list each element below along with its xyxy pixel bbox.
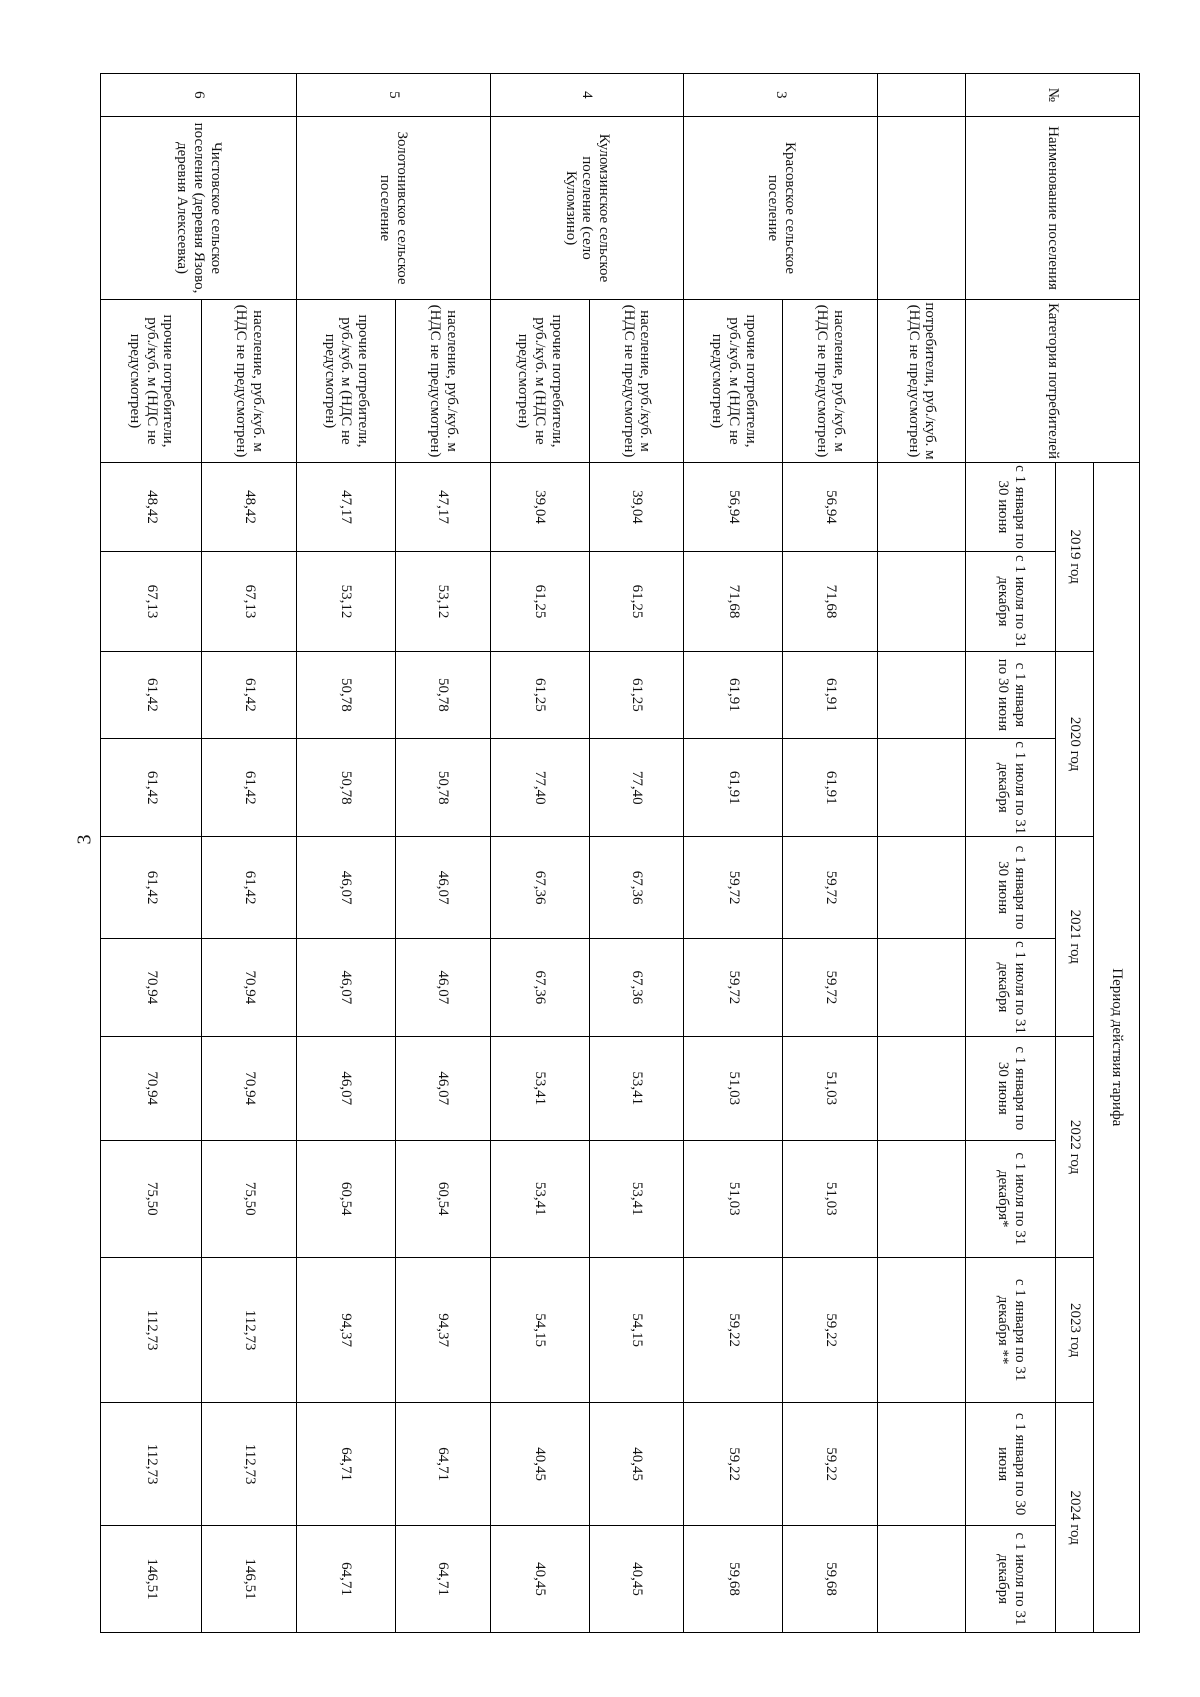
tariff-value-cell: 61,25 (490, 651, 589, 739)
tariff-value-cell: 61,42 (202, 651, 297, 739)
subperiod-header: с 1 января по 30 июня (966, 837, 1056, 938)
category-cell: прочие потребители, руб./куб. м (НДС не предусмотрен) (684, 300, 783, 462)
tariff-value-cell: 67,13 (101, 552, 202, 651)
table-row (589, 74, 684, 1633)
tariff-value-cell: 64,71 (396, 1403, 491, 1526)
tariff-value-cell: 47,17 (396, 462, 491, 552)
tariff-value-cell: 146,51 (101, 1526, 202, 1633)
tariff-value-cell: 46,07 (396, 938, 491, 1036)
page-number: 3 (73, 834, 96, 845)
category-cell: прочие потребители, руб./куб. м (НДС не предусмотрен) (296, 300, 395, 462)
tariff-value-cell: 40,45 (589, 1526, 684, 1633)
tariff-value-cell: 39,04 (589, 462, 684, 552)
tariff-value-cell: 67,36 (589, 837, 684, 938)
rotated-table-container (100, 73, 1140, 1633)
tariff-value-cell: 67,36 (490, 837, 589, 938)
tariff-value-cell: 59,72 (684, 938, 783, 1036)
tariff-value-cell: 61,91 (783, 739, 878, 837)
category-cell: население, руб./куб. м (НДС не предусмотрен) (589, 300, 684, 462)
tariff-value-cell: 61,42 (202, 739, 297, 837)
tariff-value-cell: 46,07 (396, 837, 491, 938)
tariff-value-cell: 51,03 (684, 1140, 783, 1257)
table-row (396, 74, 491, 1633)
tariff-value-cell: 59,68 (684, 1526, 783, 1633)
settlement-cell: Золотонивское сельское поселение (296, 116, 490, 300)
subperiod-header: с 1 июля по 31 декабря (966, 739, 1056, 837)
tariff-value-cell: 46,07 (296, 837, 395, 938)
tariff-value-cell: 75,50 (101, 1140, 202, 1257)
tariff-value-cell: 64,71 (296, 1403, 395, 1526)
tariff-value-cell: 64,71 (296, 1526, 395, 1633)
tariff-value-cell: 112,73 (101, 1403, 202, 1526)
subperiod-header: с 1 января по 30 июня (966, 1037, 1056, 1141)
tariff-value-cell: 77,40 (589, 739, 684, 837)
table-row (296, 74, 395, 1633)
subperiod-header: с 1 июля по 31 декабря (966, 552, 1056, 651)
tariff-value-cell: 67,36 (490, 938, 589, 1036)
tariff-value-cell: 59,72 (783, 837, 878, 938)
tariff-value-cell: 51,03 (783, 1037, 878, 1141)
tariff-value-cell: 51,03 (783, 1140, 878, 1257)
tariff-value-cell: 50,78 (296, 651, 395, 739)
row-no-cell: 6 (101, 74, 297, 117)
tariff-value-cell: 71,68 (783, 552, 878, 651)
header-year-2019: 2019 год (1056, 462, 1093, 651)
header-settlement: Наименование поселения (966, 116, 1140, 300)
subperiod-header: с 1 января по 31 декабря ** (966, 1258, 1056, 1403)
tariff-value-cell: 59,22 (684, 1403, 783, 1526)
subperiod-header: с 1 июля по 31 декабря (966, 938, 1056, 1036)
tariff-value-cell: 53,41 (589, 1140, 684, 1257)
subperiod-header: с 1 июля по 31 декабря (966, 1526, 1056, 1633)
header-year-2020: 2020 год (1056, 651, 1093, 837)
tariff-value-cell: 67,36 (589, 938, 684, 1036)
tariff-value-cell: 61,25 (490, 552, 589, 651)
category-cell: потребители, руб./куб. м (НДС не предусмотрен) (878, 300, 966, 462)
subperiod-header: с 1 января по 30 июня (966, 462, 1056, 552)
tariff-value-cell: 61,25 (589, 552, 684, 651)
header-year-2024: 2024 год (1056, 1403, 1093, 1633)
tariff-value-cell: 60,54 (296, 1140, 395, 1257)
tariff-value-cell: 59,22 (783, 1403, 878, 1526)
tariff-value-cell: 59,72 (684, 837, 783, 938)
tariff-value-cell: 56,94 (783, 462, 878, 552)
tariff-value-cell: 146,51 (202, 1526, 297, 1633)
subperiod-header: с 1 января по 30 июня (966, 651, 1056, 739)
tariff-value-cell: 61,91 (684, 651, 783, 739)
table-row (490, 74, 589, 1633)
tariff-value-cell: 40,45 (490, 1403, 589, 1526)
settlement-cell: Красовское сельское поселение (684, 116, 878, 300)
tariff-value-cell: 54,15 (490, 1258, 589, 1403)
tariff-value-cell: 50,78 (396, 651, 491, 739)
tariff-value-cell: 94,37 (396, 1258, 491, 1403)
tariff-value-cell: 75,50 (202, 1140, 297, 1257)
table-row (202, 74, 297, 1633)
tariff-value-cell: 61,91 (783, 651, 878, 739)
tariff-value-cell: 112,73 (202, 1258, 297, 1403)
subperiod-header: с 1 июля по 31 декабря* (966, 1140, 1056, 1257)
tariff-value-cell: 50,78 (296, 739, 395, 837)
tariff-value-cell: 53,12 (396, 552, 491, 651)
header-year-2023: 2023 год (1056, 1258, 1093, 1403)
tariff-value-cell: 59,68 (783, 1526, 878, 1633)
tariff-value-cell: 48,42 (101, 462, 202, 552)
tariff-value-cell: 46,07 (296, 1037, 395, 1141)
tariff-value-cell: 94,37 (296, 1258, 395, 1403)
tariff-value-cell: 48,42 (202, 462, 297, 552)
tariff-value-cell: 60,54 (396, 1140, 491, 1257)
tariff-value-cell: 70,94 (101, 1037, 202, 1141)
settlement-cell: Чистовское сельское поселение (деревня Язово, деревня Алексеевка) (101, 116, 297, 300)
tariff-value-cell: 61,91 (684, 739, 783, 837)
tariff-value-cell: 61,42 (101, 837, 202, 938)
row-no-cell (878, 74, 966, 117)
tariff-value-cell: 71,68 (684, 552, 783, 651)
carryover-row (878, 74, 966, 1633)
tariff-value-cell: 61,42 (202, 837, 297, 938)
category-cell: население, руб./куб. м (НДС не предусмотрен) (202, 300, 297, 462)
table-row (783, 74, 878, 1633)
tariff-value-cell: 67,13 (202, 552, 297, 651)
tariff-value-cell: 59,22 (684, 1258, 783, 1403)
settlement-cell (878, 116, 966, 300)
tariff-value-cell: 53,41 (490, 1140, 589, 1257)
header-category: Категория потребителей (966, 300, 1140, 462)
category-cell: прочие потребители, руб./куб. м (НДС не предусмотрен) (490, 300, 589, 462)
table-row (101, 74, 202, 1633)
tariff-value-cell: 70,94 (101, 938, 202, 1036)
tariff-value-cell: 112,73 (101, 1258, 202, 1403)
tariff-value-cell: 40,45 (589, 1403, 684, 1526)
table-row (684, 74, 783, 1633)
tariff-value-cell: 47,17 (296, 462, 395, 552)
category-cell: население, руб./куб. м (НДС не предусмотрен) (396, 300, 491, 462)
tariff-value-cell: 59,22 (783, 1258, 878, 1403)
tariff-value-cell: 53,12 (296, 552, 395, 651)
tariff-value-cell: 59,72 (783, 938, 878, 1036)
table-rows (101, 74, 878, 1633)
tariff-value-cell: 54,15 (589, 1258, 684, 1403)
category-cell: прочие потребители, руб./куб. м (НДС не предусмотрен) (101, 300, 202, 462)
tariff-value-cell: 77,40 (490, 739, 589, 837)
tariff-value-cell: 46,07 (296, 938, 395, 1036)
header-year-2022: 2022 год (1056, 1037, 1093, 1258)
header-no: № (966, 74, 1140, 117)
tariff-value-cell: 112,73 (202, 1403, 297, 1526)
tariff-value-cell: 50,78 (396, 739, 491, 837)
tariff-value-cell: 40,45 (490, 1526, 589, 1633)
row-no-cell: 5 (296, 74, 490, 117)
settlement-cell: Куломзинское сельское поселение (село Куломзино) (490, 116, 684, 300)
tariff-value-cell: 46,07 (396, 1037, 491, 1141)
tariff-value-cell: 51,03 (684, 1037, 783, 1141)
header-year-2021: 2021 год (1056, 837, 1093, 1037)
row-no-cell: 3 (684, 74, 878, 117)
tariff-value-cell: 64,71 (396, 1526, 491, 1633)
header-period: Период действия тарифа (1093, 462, 1139, 1632)
tariff-value-cell: 56,94 (684, 462, 783, 552)
tariff-value-cell: 39,04 (490, 462, 589, 552)
tariff-value-cell: 53,41 (490, 1037, 589, 1141)
tariff-value-cell: 53,41 (589, 1037, 684, 1141)
subperiod-header: с 1 января по 30 июня (966, 1403, 1056, 1526)
tariff-value-cell: 70,94 (202, 938, 297, 1036)
tariff-table (100, 73, 1140, 1633)
tariff-value-cell: 61,25 (589, 651, 684, 739)
category-cell: население, руб./куб. м (НДС не предусмотрен) (783, 300, 878, 462)
tariff-value-cell: 61,42 (101, 739, 202, 837)
tariff-value-cell: 61,42 (101, 651, 202, 739)
row-no-cell: 4 (490, 74, 684, 117)
tariff-value-cell: 70,94 (202, 1037, 297, 1141)
